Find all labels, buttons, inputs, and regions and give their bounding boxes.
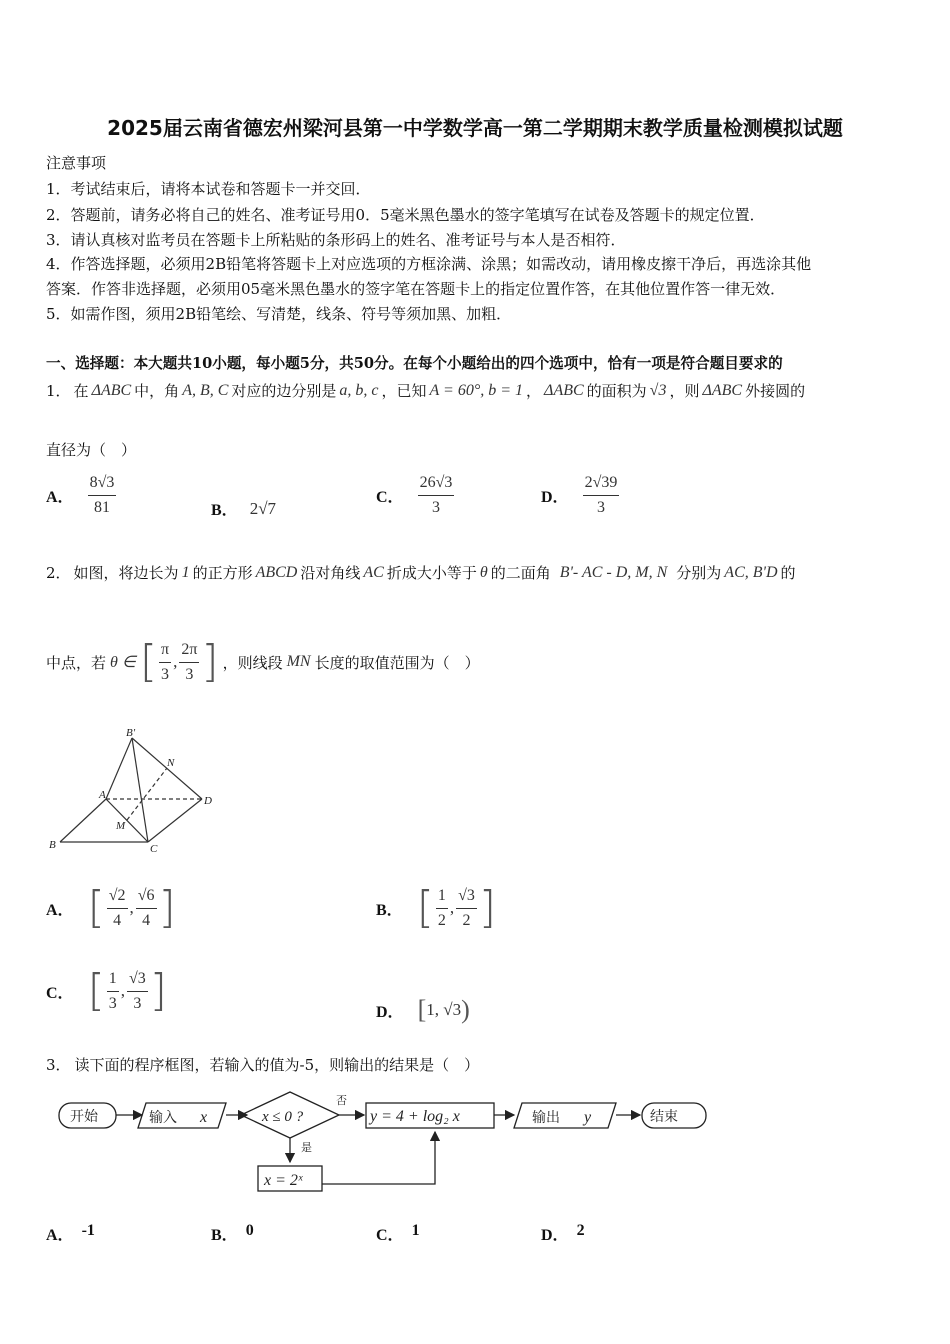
bracket-left-icon: [	[87, 882, 105, 933]
range-start	[107, 970, 119, 1013]
q2-math: 1	[181, 563, 190, 581]
option-b[interactable]	[376, 882, 497, 933]
frac-denominator: 3	[161, 665, 170, 683]
edge-bprime-c	[132, 738, 148, 842]
option-value: -1	[81, 1222, 95, 1239]
question-number: 3．	[46, 1056, 71, 1074]
q1-math: ΔABC	[702, 381, 743, 399]
q1-math: ΔABC	[544, 381, 584, 399]
q2-text: 长度的取值范围为（ ）	[314, 653, 480, 672]
option-value	[87, 882, 176, 933]
q2-text: 折成大小等于	[386, 564, 477, 582]
frac-numerator: 26√3	[418, 474, 455, 496]
option-label: A．	[46, 1227, 74, 1244]
q2-math: B'- AC - D, M, N	[559, 563, 668, 581]
bracket-right-icon: ]	[158, 882, 176, 933]
label-c: C	[150, 843, 158, 855]
option-c[interactable]	[46, 965, 167, 1016]
bracket-left-icon: [	[87, 965, 105, 1016]
range-start	[436, 887, 448, 930]
question-2-line-1	[46, 562, 796, 583]
frac-denominator: 4	[113, 911, 122, 929]
q2-text: 分别为	[676, 564, 722, 582]
flow-start: 开始	[70, 1110, 98, 1125]
frac-numerator: π	[159, 641, 171, 663]
option-label: D．	[376, 1003, 404, 1021]
q2-text: 如图，将边长为	[73, 564, 179, 582]
bracket-left-icon: [	[417, 995, 427, 1024]
option-c[interactable]	[376, 1222, 420, 1245]
frac-numerator: √3	[127, 970, 148, 992]
frac-denominator: 3	[431, 499, 440, 516]
label-a: A	[99, 789, 106, 801]
frac-numerator: 2π	[179, 641, 199, 663]
q2-math: AC	[363, 563, 384, 581]
q2-text: 中点，若	[46, 653, 107, 672]
q2-math: AC, B'D	[724, 563, 778, 581]
frac-denominator: 3	[108, 994, 117, 1012]
frac-numerator: 2√39	[583, 474, 620, 496]
question-3-line	[46, 1054, 479, 1075]
frac-denominator: 2	[437, 911, 446, 929]
option-b[interactable]	[211, 1222, 254, 1245]
folded-square-figure	[46, 726, 226, 856]
q3-text: 读下面的程序框图，若输入的值为-5，则输出的结果是（ ）	[74, 1056, 480, 1074]
bracket-right-icon: ]	[478, 882, 497, 933]
frac-denominator: 3	[133, 994, 142, 1012]
q2-math: θ ∈	[110, 654, 136, 671]
label-b: B	[49, 839, 56, 851]
bracket-left-icon: [	[139, 636, 157, 687]
label-d: D	[204, 795, 212, 807]
option-value	[418, 474, 455, 517]
option-value	[416, 882, 497, 933]
bracket-left-icon: [	[416, 882, 434, 933]
range-start	[159, 641, 171, 684]
q1-text: ，则	[669, 382, 700, 400]
page-title: 2025届云南省德宏州梁河县第一中学数学高一第二学期期末教学质量检测模拟试题	[107, 116, 843, 140]
option-label: D．	[541, 1227, 569, 1244]
frac-numerator: 1	[107, 970, 119, 992]
frac-denominator: 3	[596, 499, 605, 516]
output-parallelogram	[514, 1103, 616, 1128]
option-label: A．	[46, 901, 74, 919]
q2-math: MN	[286, 653, 311, 670]
range-end	[456, 887, 477, 930]
frac-numerator: √2	[107, 887, 128, 909]
option-value: 0	[245, 1222, 254, 1239]
notice-item: 答案．作答非选择题，必须用05毫米黑色墨水的签字笔在答题卡上的指定位置作答，在其他位置作答一律无效．	[46, 280, 786, 298]
flow-output-var: y	[584, 1109, 592, 1126]
option-value	[88, 474, 117, 517]
flow-input: 输入	[149, 1111, 177, 1126]
flow-yes: 是	[301, 1142, 312, 1154]
program-flowchart	[46, 1088, 726, 1203]
option-value: 2	[576, 1222, 585, 1239]
frac-numerator: √3	[456, 887, 477, 909]
section-heading: 一、选择题：本大题共10小题，每小题5分，共50分。在每个小题给出的四个选项中，恰有一项是符合题目要求的	[46, 355, 783, 372]
option-b[interactable]	[211, 497, 276, 520]
edge-cd	[148, 799, 202, 842]
notice-item: 1．考试结束后，请将本试卷和答题卡一并交回．	[46, 180, 371, 198]
frac-numerator: 1	[436, 887, 448, 909]
theta-range	[139, 636, 219, 687]
notice-item: 3．请认真核对监考员在答题卡上所粘贴的条形码上的姓名、准考证号与本人是否相符．	[46, 231, 626, 249]
comma-separator: ,	[120, 981, 125, 1000]
q2-text: ，则线段	[222, 653, 283, 672]
q2-text: 的二面角	[490, 564, 551, 582]
range-end	[127, 970, 148, 1013]
label-b-prime: B'	[126, 727, 136, 739]
option-d[interactable]	[541, 1222, 585, 1245]
q2-text: 的	[780, 564, 796, 582]
q1-text: 外接圆的	[745, 382, 806, 400]
option-value	[418, 995, 470, 1025]
question-number: 2．	[46, 564, 71, 582]
range-start	[107, 887, 128, 930]
q1-text: ，已知	[381, 382, 427, 400]
question-2-line-2	[46, 636, 480, 687]
option-d[interactable]	[376, 995, 470, 1025]
q2-text: 的正方形	[192, 564, 253, 582]
option-label: C．	[376, 489, 404, 506]
option-label: A．	[46, 489, 74, 506]
notice-item: 4．作答选择题，必须用2B铅笔将答题卡上对应选项的方框涂满、涂黑；如需改动，请用橡皮擦干净后，再选涂其他	[46, 255, 812, 273]
frac-numerator: 8√3	[88, 474, 117, 496]
frac-denominator: 2	[462, 911, 471, 929]
option-a[interactable]	[46, 474, 116, 517]
q1-text: 中，角	[134, 382, 180, 400]
flow-no: 否	[336, 1095, 347, 1107]
option-value: 1	[411, 1222, 420, 1239]
notice-item: 5．如需作图，须用2B铅笔绘、写清楚，线条、符号等须加黑、加粗．	[46, 305, 512, 323]
option-value	[583, 474, 620, 517]
range-end	[179, 641, 199, 684]
option-d[interactable]	[541, 474, 619, 517]
option-label: B．	[376, 901, 403, 919]
bracket-right-icon: ]	[149, 965, 167, 1016]
option-a[interactable]	[46, 1222, 95, 1245]
q2-math: ABCD	[255, 563, 298, 581]
option-label: B．	[211, 1227, 238, 1244]
q2-math: θ	[479, 563, 488, 581]
flow-end: 结束	[650, 1110, 678, 1125]
q1-math: A = 60°, b = 1	[429, 381, 524, 399]
edge-bprime-a	[106, 738, 132, 799]
frac-denominator: 4	[142, 911, 151, 929]
q1-text: 对应的边分别是	[231, 382, 337, 400]
option-label: C．	[46, 984, 74, 1002]
range-end	[136, 887, 157, 930]
comma-separator: ,	[129, 898, 134, 917]
option-a[interactable]	[46, 882, 176, 933]
flow-output: 输出	[532, 1111, 560, 1126]
q1-text: 在	[73, 382, 89, 400]
q1-text: 的面积为	[586, 382, 647, 400]
paren-right-icon: )	[461, 995, 470, 1024]
range-values: 1, √3	[426, 1000, 462, 1019]
flow-loop: x = 2ˣ	[264, 1172, 303, 1189]
frac-denominator: 81	[93, 499, 110, 516]
option-c[interactable]	[376, 474, 454, 517]
edge-ba	[60, 799, 106, 842]
q1-math: √3	[649, 381, 667, 399]
question-1-line-2: 直径为（ ）	[46, 441, 137, 459]
option-value	[87, 965, 167, 1016]
notice-heading: 注意事项	[46, 154, 107, 172]
q1-math: ΔABC	[91, 381, 132, 399]
q1-text: ，	[526, 382, 542, 400]
q1-math: a, b, c	[339, 381, 379, 399]
label-m: M	[116, 820, 126, 832]
option-label: C．	[376, 1227, 404, 1244]
question-number: 1．	[46, 382, 71, 400]
option-label: B．	[211, 502, 238, 519]
notice-item: 2．答题前，请务必将自己的姓名、准考证号用0．5毫米黑色墨水的签字笔填写在试卷及答题卡的规定位置．	[46, 206, 765, 224]
label-n: N	[167, 757, 175, 769]
edge-ac	[106, 799, 148, 842]
flow-condition: x ≤ 0 ?	[262, 1109, 304, 1125]
frac-denominator: 3	[185, 665, 194, 683]
q2-text: 沿对角线	[300, 564, 361, 582]
flow-input-var: x	[200, 1109, 208, 1126]
flow-assign: y = 4 + log₂ x	[370, 1108, 460, 1125]
question-1-line-1	[46, 380, 805, 401]
option-label: D．	[541, 489, 569, 506]
segment-mn	[127, 768, 167, 820]
comma-separator: ,	[449, 898, 455, 917]
comma-separator: ,	[173, 652, 178, 671]
frac-numerator: √6	[136, 887, 157, 909]
q1-math: A, B, C	[182, 381, 229, 399]
option-value: 2√7	[249, 498, 277, 518]
bracket-right-icon: ]	[201, 636, 219, 687]
